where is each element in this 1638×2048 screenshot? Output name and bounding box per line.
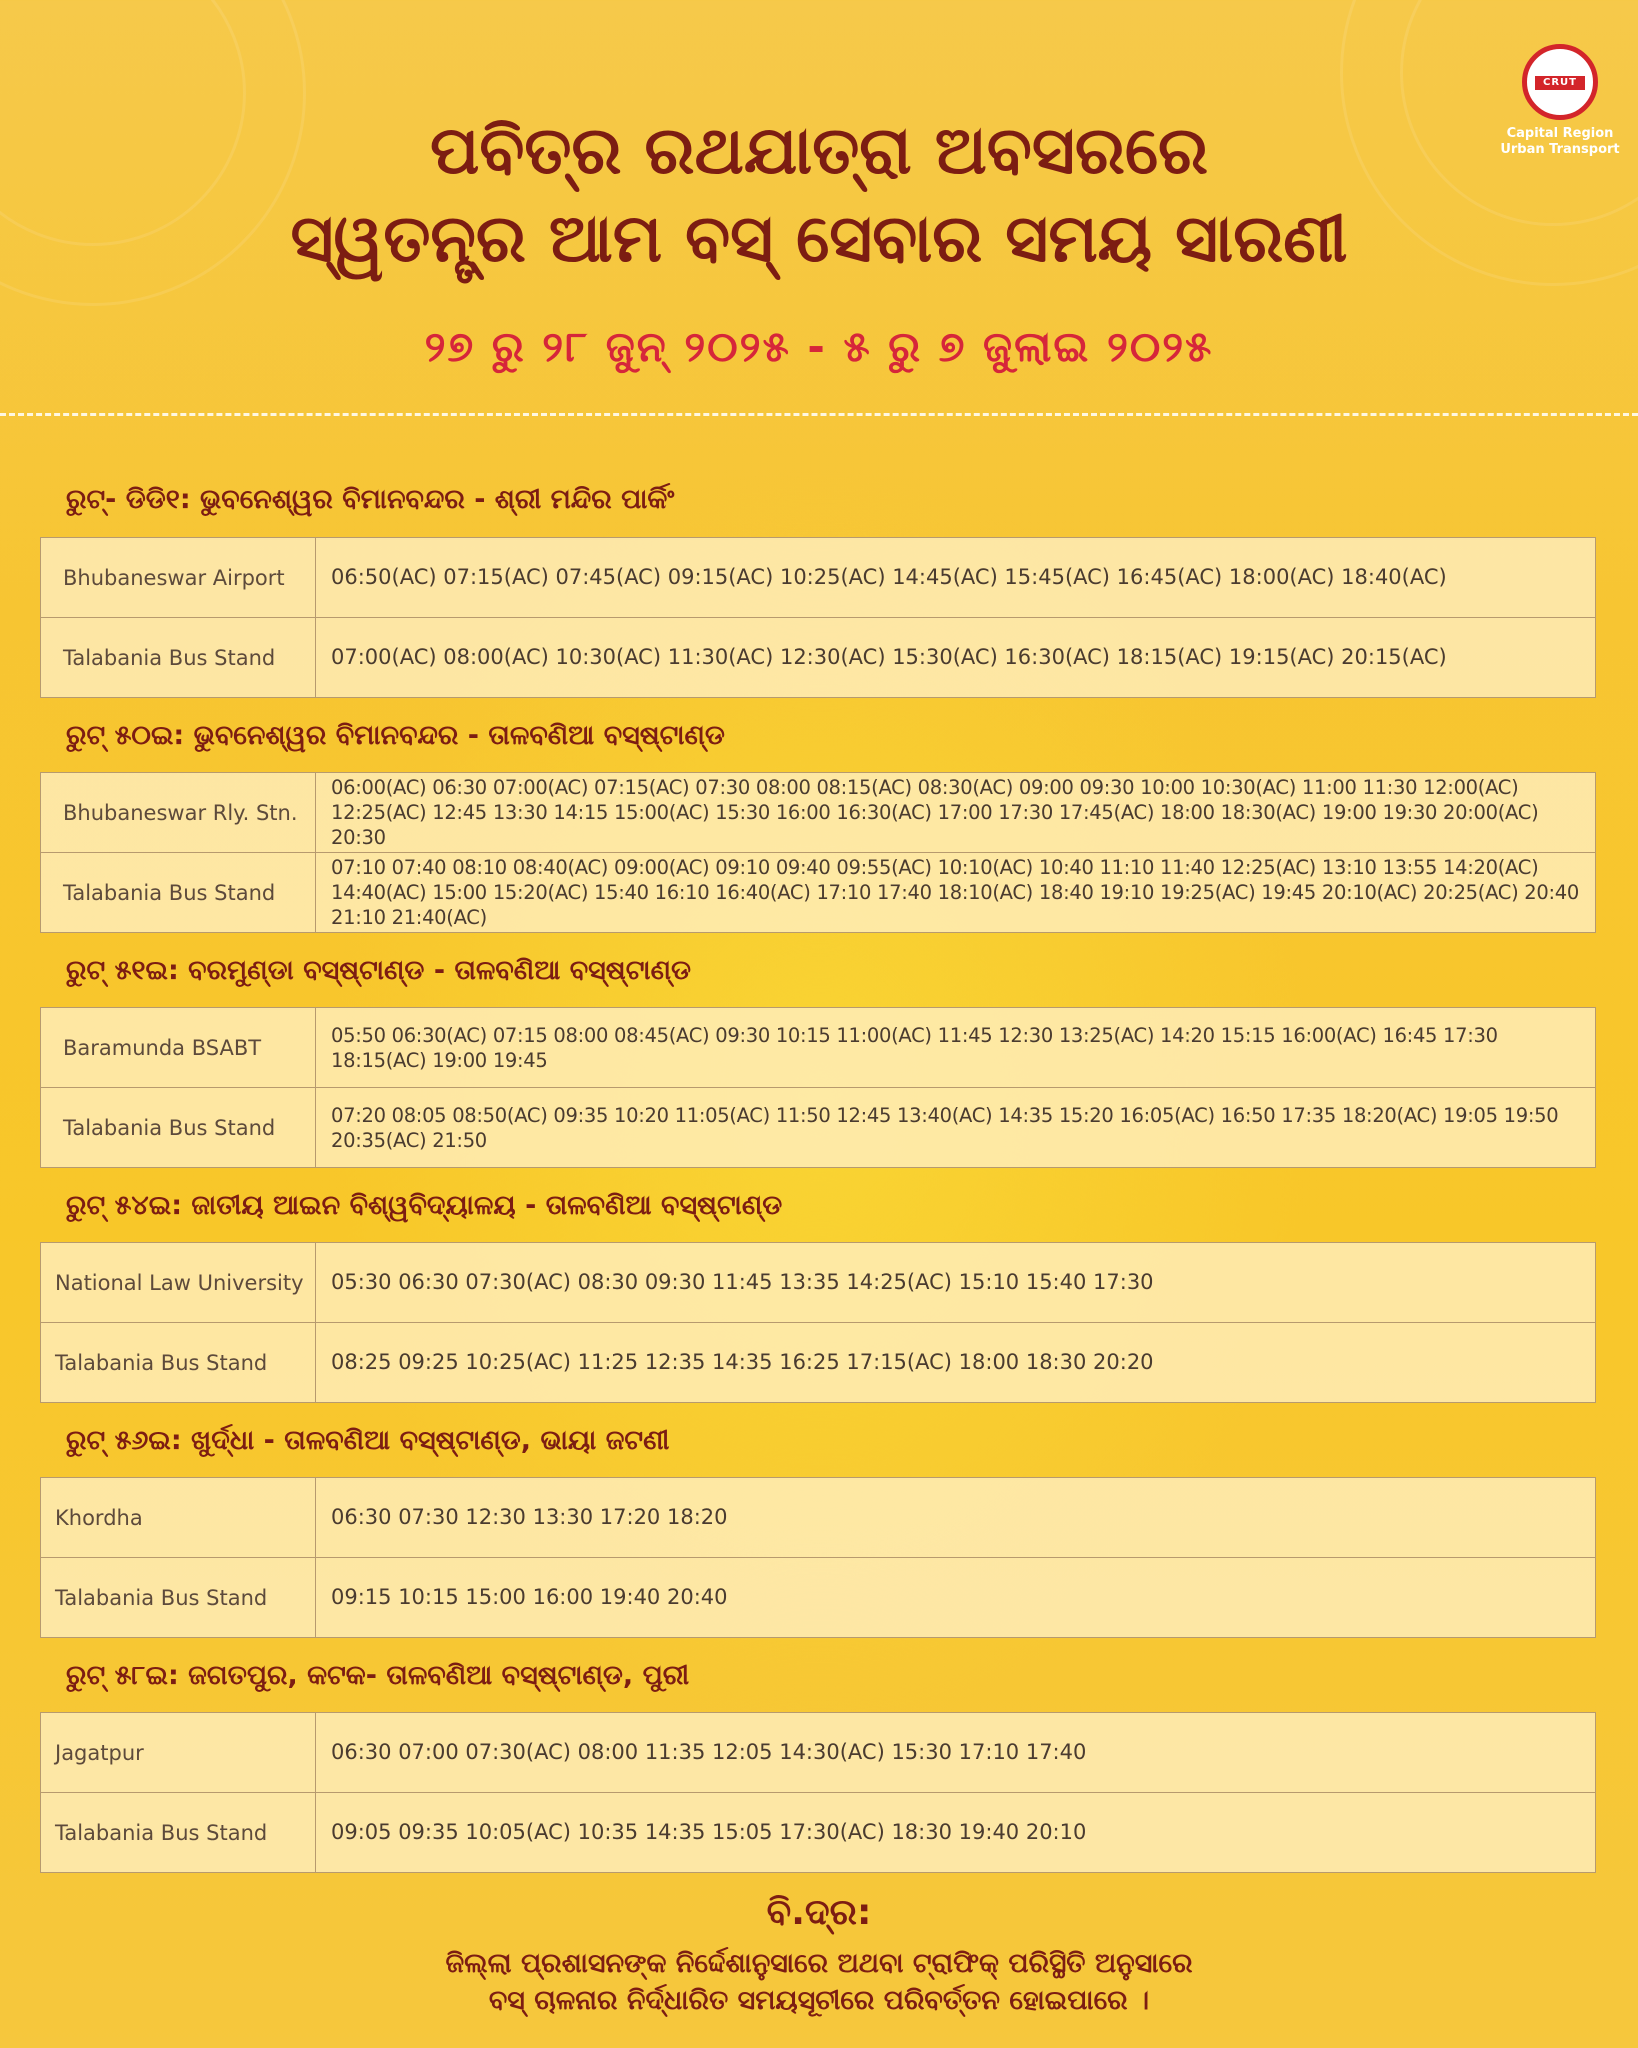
timings: 07:00(AC) 08:00(AC) 10:30(AC) 11:30(AC) 12:30(AC) 15:30(AC) 16:30(AC) 18:15(AC) 19:15(AC) 20:15(AC) (331, 645, 1447, 669)
page-title-line2: ସ୍ୱତନ୍ତ୍ର ଆମ ବସ୍ ସେବାର ସମୟ ସାରଣୀ (290, 200, 1348, 277)
station-name: Baramunda BSABT (41, 1008, 316, 1087)
route-title-50e: ରୁଟ୍ ୫୦ଇ: ଭୁବନେଶ୍ୱର ବିମାନବନ୍ଦର - ତାଳବଣିଆ ବସ୍‌ଷ୍ଟାଣ୍ଡ (66, 720, 725, 751)
table-row (41, 1557, 1595, 1637)
table-row (41, 538, 1595, 617)
timings: 07:10 07:40 08:10 08:40(AC) 09:00(AC) 09:10 09:40 09:55(AC) 10:10(AC) 10:40 11:10 11:40 12:25(AC) 13:10 13:55 14:20(AC) 14:40(AC) 15:00 15:20(AC) 15:40 16:10 16:40(AC) 17:10 17:40 18:10(AC) 18:40 19:10 19:25(AC) 19:45 20:10(AC) 20:25(AC) 20:40 21:10 21:40(AC) (331, 856, 1580, 929)
dashed-divider (0, 413, 1638, 416)
timings: 07:20 08:05 08:50(AC) 09:35 10:20 11:05(AC) 11:50 12:45 13:40(AC) 14:35 15:20 16:05(AC) 16:50 17:35 18:20(AC) 19:05 19:50 20:35(AC) 21:50 (331, 1103, 1559, 1152)
timings: 05:50 06:30(AC) 07:15 08:00 08:45(AC) 09:30 10:15 11:00(AC) 11:45 12:30 13:25(AC) 14:20 15:15 16:00(AC) 16:45 17:30 18:15(AC) 19:00 19:45 (331, 1023, 1498, 1072)
station-name: Talabania Bus Stand (41, 1558, 316, 1637)
station-name: Talabania Bus Stand (41, 1793, 316, 1872)
station-name: Talabania Bus Stand (41, 618, 316, 697)
route-table-50e (40, 772, 1596, 933)
table-row (41, 617, 1595, 697)
logo-mark-text: CRUT (1535, 76, 1585, 90)
timings: 09:05 09:35 10:05(AC) 10:35 14:35 15:05 17:30(AC) 18:30 19:40 20:10 (331, 1820, 1087, 1844)
station-name: Talabania Bus Stand (41, 1323, 316, 1402)
route-table-56e (40, 1477, 1596, 1638)
table-row (41, 1478, 1595, 1557)
timings: 06:30 07:30 12:30 13:30 17:20 18:20 (331, 1505, 728, 1529)
logo-line1: Capital Region (1506, 126, 1614, 141)
station-name: National Law University (41, 1243, 316, 1322)
table-row (41, 1322, 1595, 1402)
logo-line2: Urban Transport (1500, 142, 1620, 157)
route-title-56e: ରୁଟ୍ ୫୬ଇ: ଖୁର୍ଦ୍ଧା - ତାଳବଣିଆ ବସ୍‌ଷ୍ଟାଣ୍ଡ, ଭାୟା ଜଟଣୀ (66, 1425, 670, 1456)
route-table-54e (40, 1242, 1596, 1403)
note-line2: ବସ୍ ଚାଳନାର ନିର୍ଦ୍ଧାରିତ ସମୟସୂଚୀରେ ପରିବର୍ତ୍ତନ ହୋଇପାରେ । (488, 1985, 1150, 2016)
table-row (41, 1008, 1595, 1087)
note-line1: ଜିଲ୍ଲା ପ୍ରଶାସନଙ୍କ ନିର୍ଦ୍ଦେଶାନୁସାରେ ଅଥବା ଟ୍ରାଫିକ୍ ପରିସ୍ଥିତି ଅନୁସାରେ (445, 1948, 1193, 1979)
route-table-dd1 (40, 537, 1596, 698)
timings: 06:00(AC) 06:30 07:00(AC) 07:15(AC) 07:30 08:00 08:15(AC) 08:30(AC) 09:00 09:30 10:00 10:30(AC) 11:00 11:30 12:00(AC) 12:25(AC) 12:45 13:30 14:15 15:00(AC) 15:30 16:00 16:30(AC) 17:00 17:30 17:45(AC) 18:00 18:30(AC) 19:00 19:30 20:00(AC) 20:30 (331, 776, 1539, 849)
route-table-58e (40, 1712, 1596, 1873)
station-name: Talabania Bus Stand (41, 1088, 316, 1167)
route-title-58e: ରୁଟ୍ ୫୮ଇ: ଜଗତପୁର, କଟକ- ତାଳବଣିଆ ବସ୍‌ଷ୍ଟାଣ୍ଡ, ପୁରୀ (66, 1660, 690, 1691)
route-title-dd1: ରୁଟ୍- ଡିଡି୧: ଭୁବନେଶ୍ୱର ବିମାନବନ୍ଦର - ଶ୍ରୀ ମନ୍ଦିର ପାର୍କିଂ (66, 484, 675, 515)
table-row (41, 1792, 1595, 1872)
route-title-54e: ରୁଟ୍ ୫୪ଇ: ଜାତୀୟ ଆଇନ ବିଶ୍ୱବିଦ୍ୟାଳୟ - ତାଳବଣିଆ ବସ୍‌ଷ୍ଟାଣ୍ଡ (66, 1190, 783, 1221)
route-table-51e (40, 1007, 1596, 1168)
station-name: Khordha (41, 1478, 316, 1557)
table-row (41, 1243, 1595, 1322)
date-range: ୨୭ ରୁ ୨୮ ଜୁନ୍ ୨୦୨୫ - ୫ ରୁ ୭ ଜୁଲାଇ ୨୦୨୫ (424, 322, 1214, 371)
timings: 08:25 09:25 10:25(AC) 11:25 12:35 14:35 16:25 17:15(AC) 18:00 18:30 20:20 (331, 1350, 1154, 1374)
timings: 06:30 07:00 07:30(AC) 08:00 11:35 12:05 14:30(AC) 15:30 17:10 17:40 (331, 1740, 1087, 1764)
station-name: Bhubaneswar Airport (41, 538, 316, 617)
route-title-51e: ରୁଟ୍ ୫୧ଇ: ବରମୁଣ୍ଡା ବସ୍‌ଷ୍ଟାଣ୍ଡ - ତାଳବଣିଆ ବସ୍‌ଷ୍ଟାଣ୍ଡ (66, 955, 691, 986)
timings: 06:50(AC) 07:15(AC) 07:45(AC) 09:15(AC) 10:25(AC) 14:45(AC) 15:45(AC) 16:45(AC) 18:00(AC) 18:40(AC) (331, 565, 1447, 589)
crut-logo-icon (1522, 44, 1598, 120)
table-row (41, 1713, 1595, 1792)
station-name: Bhubaneswar Rly. Stn. (41, 773, 316, 852)
table-row (41, 1087, 1595, 1167)
timings: 05:30 06:30 07:30(AC) 08:30 09:30 11:45 13:35 14:25(AC) 15:10 15:40 17:30 (331, 1270, 1154, 1294)
station-name: Talabania Bus Stand (41, 853, 316, 932)
station-name: Jagatpur (41, 1713, 316, 1792)
table-row (41, 852, 1595, 932)
timings: 09:15 10:15 15:00 16:00 19:40 20:40 (331, 1585, 728, 1609)
table-row (41, 773, 1595, 852)
page-title-line1: ପବିତ୍ର ରଥଯାତ୍ରା ଅବସରରେ (430, 112, 1208, 189)
note-heading: ବି.ଦ୍ର: (766, 1892, 872, 1933)
